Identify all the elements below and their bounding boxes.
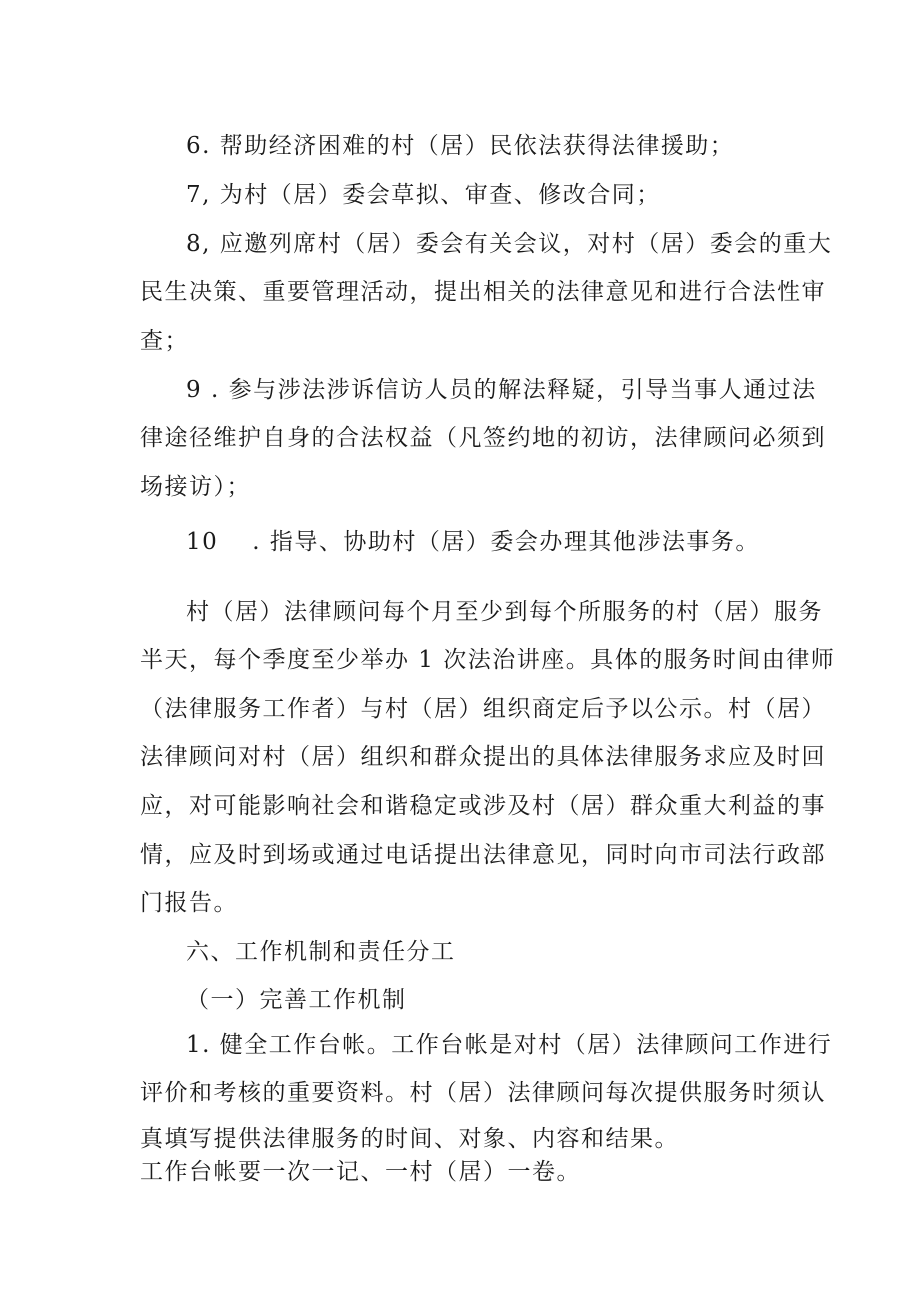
item-10-line [186, 527, 760, 557]
service-paragraph-line-6: 情，应及时到场或通过电话提出法律意见，同时向市司法行政部 [140, 842, 826, 868]
item-7-line: 7, 为村（居）委会草拟、审查、修改合同； [186, 182, 661, 208]
service-paragraph-line-7: 门报告。 [140, 890, 238, 916]
item-10-number: 10 [186, 529, 219, 555]
item-8-line-1: 8, 应邀列席村（居）委会有关会议，对村（居）委会的重大 [186, 231, 833, 257]
service-paragraph-line-4: 法律顾问对村（居）组织和群众提出的具体法律服务求应及时回 [140, 744, 826, 770]
item-9-line-3: 场接访）； [140, 474, 251, 500]
mechanism-item-1-line-1: 1. 健全工作台帐。工作台帐是对村（居）法律顾问工作进行 [186, 1032, 833, 1058]
item-9-line-1: 9 . 参与涉法涉诉信访人员的解法释疑，引导当事人通过法 [186, 377, 817, 403]
item-8-line-3: 查； [140, 328, 189, 354]
item-8-line-2: 民生决策、重要管理活动，提出相关的法律意见和进行合法性审 [140, 279, 826, 305]
item-9-line-2: 律途径维护自身的合法权益（凡签约地的初访，法律顾问必须到 [140, 425, 826, 451]
mechanism-item-1-line-2: 评价和考核的重要资料。村（居）法律顾问每次提供服务时须认 [140, 1080, 826, 1106]
service-paragraph-line-1: 村（居）法律顾问每个月至少到每个所服务的村（居）服务 [186, 599, 823, 625]
mechanism-item-1-line-4: 工作台帐要一次一记、一村（居）一卷。 [140, 1159, 581, 1185]
item-6-line: 6. 帮助经济困难的村（居）民依法获得法律援助； [186, 133, 735, 159]
item-10-text: . 指导、协助村（居）委会办理其他涉法事务。 [252, 529, 760, 555]
mechanism-item-1-line-3: 真填写提供法律服务的时间、对象、内容和结果。 [140, 1126, 679, 1152]
section-heading: 六、工作机制和责任分工 [186, 939, 456, 965]
service-paragraph-line-2: 半天，每个季度至少举办 1 次法治讲座。具体的服务时间由律师 [140, 647, 836, 673]
service-paragraph-line-5: 应，对可能影响社会和谐稳定或涉及村（居）群众重大利益的事 [140, 793, 826, 819]
service-paragraph-line-3: （法律服务工作者）与村（居）组织商定后予以公示。村（居） [140, 696, 826, 722]
subsection-heading: （一）完善工作机制 [186, 987, 407, 1013]
